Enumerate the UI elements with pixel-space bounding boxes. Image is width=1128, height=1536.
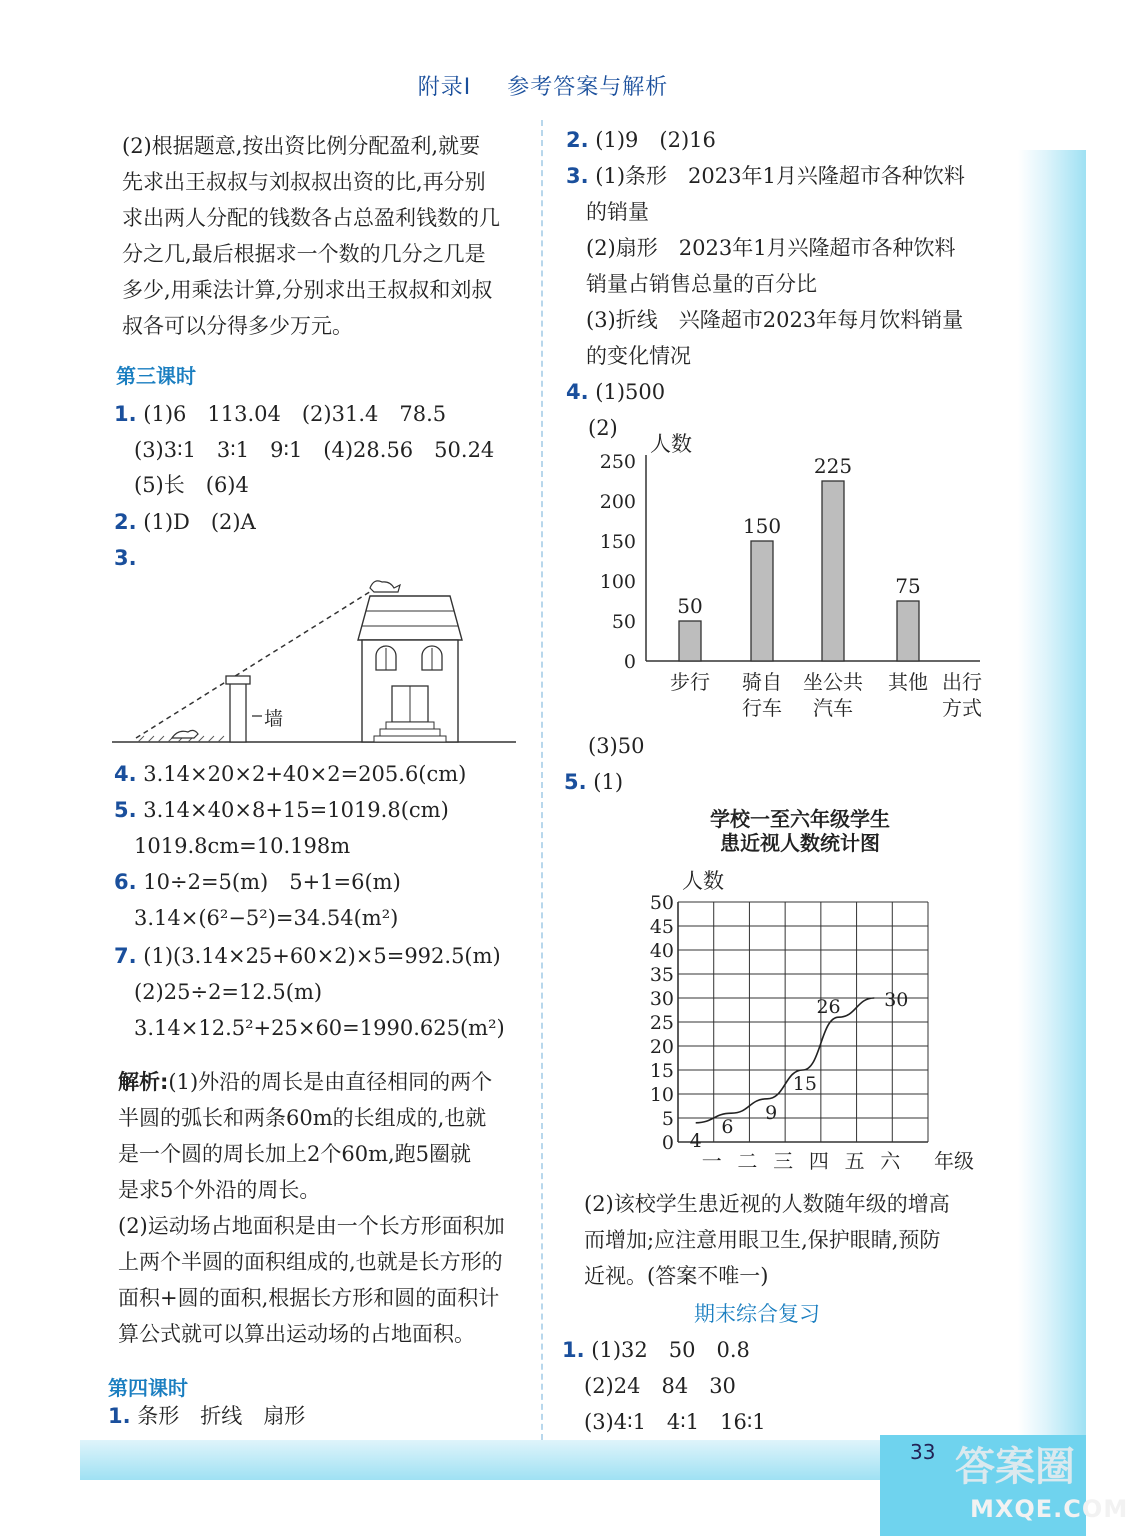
question-number: 1.	[562, 1338, 585, 1362]
question-2	[114, 504, 256, 540]
house-figure	[108, 578, 518, 748]
answer-line: (2)扇形 2023年1月兴隆超市各种饮料	[586, 236, 956, 260]
analysis-line: (2)运动场占地面积是由一个长方形面积加	[118, 1214, 505, 1238]
answer-line: 的销量	[586, 200, 649, 224]
column-divider	[541, 120, 543, 1460]
analysis-first-line	[118, 1064, 492, 1100]
bar	[822, 481, 844, 661]
analysis-line: 是求5个外沿的周长。	[118, 1178, 321, 1202]
watermark-url: MXQE.COM	[970, 1495, 1128, 1523]
analysis-text: (1)外沿的周长是由直径相同的两个	[168, 1070, 493, 1094]
y-tick-label: 150	[599, 531, 636, 553]
question-5	[114, 792, 449, 828]
y-tick-label: 250	[599, 451, 636, 473]
para-line: 求出两人分配的钱数各占总盈利钱数的几	[122, 206, 500, 230]
question-7	[114, 938, 501, 974]
question-3	[566, 158, 965, 194]
question-number: 1.	[108, 1404, 131, 1428]
bar-value-label: 225	[813, 454, 853, 478]
y-tick-label: 100	[599, 571, 636, 593]
answer-line: 3.14×(6²−5²)=34.54(m²)	[134, 906, 399, 930]
y-tick-label: 0	[661, 1132, 674, 1154]
question-number: 5.	[564, 770, 587, 794]
answer-text: (1)	[593, 770, 624, 794]
point-label: 30	[884, 989, 909, 1011]
question-1	[108, 1398, 305, 1434]
analysis-line: 面积+圆的面积,根据长方形和圆的面积计	[118, 1286, 500, 1310]
y-tick-label: 45	[649, 916, 674, 938]
y-axis-label: 人数	[682, 869, 724, 893]
question-number: 6.	[114, 870, 137, 894]
answer-text: 10÷2=5(m) 5+1=6(m)	[143, 870, 401, 894]
answer-line: (3)50	[588, 734, 645, 758]
watermark-logo: 答案圈	[955, 1444, 1075, 1490]
x-tick-label: 六	[880, 1149, 901, 1173]
y-tick-label: 50	[649, 892, 674, 914]
review-title: 期末综合复习	[694, 1302, 820, 1326]
para-line: 分之几,最后根据求一个数的几分之几是	[122, 242, 486, 266]
para-line: 先求出王叔叔与刘叔叔出资的比,再分别	[122, 170, 486, 194]
y-axis-label: 人数	[650, 432, 692, 456]
para-line: (2)根据题意,按出资比例分配盈利,就要	[122, 134, 481, 158]
wall-label: 墙	[264, 708, 284, 730]
answer-text: (1)6 113.04 (2)31.4 78.5	[143, 402, 447, 426]
y-tick-label: 15	[649, 1060, 674, 1082]
point-label: 26	[816, 996, 841, 1019]
question-number: 3.	[566, 164, 589, 188]
section-title: 第三课时	[116, 364, 196, 388]
analysis-line: 半圆的弧长和两条60m的长组成的,也就	[118, 1106, 487, 1130]
point-label: 6	[721, 1116, 734, 1139]
page-number: 33	[910, 1440, 936, 1464]
question-6	[114, 864, 401, 900]
chart-title: 患近视人数统计图	[720, 831, 880, 855]
answer-line: 近视。(答案不唯一)	[584, 1264, 769, 1288]
y-tick-label: 5	[661, 1108, 674, 1130]
question-1	[114, 396, 446, 432]
y-tick-label: 50	[611, 611, 636, 633]
question-number: 4.	[566, 380, 589, 404]
category-label: 行车	[742, 696, 782, 720]
question-4	[114, 756, 466, 792]
bar	[751, 541, 773, 661]
y-tick-label: 10	[649, 1084, 674, 1106]
category-label: 汽车	[813, 696, 853, 720]
y-tick-label: 200	[599, 491, 636, 513]
answer-text: 条形 折线 扇形	[137, 1404, 306, 1428]
answer-line: 的变化情况	[586, 344, 691, 368]
x-tick-label: 二	[737, 1149, 758, 1173]
question-number: 2.	[566, 128, 589, 152]
category-label: 其他	[888, 670, 928, 694]
answer-line: (3)3∶1 3∶1 9∶1 (4)28.56 50.24	[134, 438, 495, 462]
question-number: 5.	[114, 798, 137, 822]
y-tick-label: 25	[649, 1012, 674, 1034]
category-label: 坐公共	[803, 670, 863, 694]
answer-line: 1019.8cm=10.198m	[134, 834, 351, 858]
answer-text: (1)条形 2023年1月兴隆超市各种饮料	[595, 164, 965, 188]
question-1	[562, 1332, 750, 1368]
answer-text: (1)D (2)A	[143, 510, 256, 534]
question-2	[566, 122, 716, 158]
answer-line: 而增加;应注意用眼卫生,保护眼睛,预防	[584, 1228, 941, 1252]
answer-line: 3.14×12.5²+25×60=1990.625(m²)	[134, 1016, 505, 1040]
y-tick-label: 0	[623, 651, 636, 673]
bar	[897, 601, 919, 661]
question-5	[564, 764, 623, 800]
question-number: 2.	[114, 510, 137, 534]
x-axis-label: 年级	[934, 1149, 974, 1173]
bar-value-label: 75	[895, 574, 921, 598]
para-line: 叔各可以分得多少万元。	[122, 314, 353, 338]
x-tick-label: 五	[844, 1149, 865, 1173]
answer-line: (2)25÷2=12.5(m)	[134, 980, 323, 1004]
analysis-line: 是一个圆的周长加上2个60m,跑5圈就	[118, 1142, 472, 1166]
answer-line: (2)	[588, 416, 618, 440]
answer-text: (1)(3.14×25+60×2)×5=992.5(m)	[143, 944, 501, 968]
question-number: 7.	[114, 944, 137, 968]
bar-chart	[590, 425, 1000, 725]
page-header	[0, 70, 1086, 101]
question-4	[566, 374, 665, 410]
bar-value-label: 50	[677, 594, 703, 618]
answer-text: 3.14×40×8+15=1019.8(cm)	[143, 798, 449, 822]
header-title: 参考答案与解析	[507, 75, 669, 100]
point-label: 9	[765, 1101, 778, 1124]
analysis-line: 上两个半圆的面积组成的,也就是长方形的	[118, 1250, 503, 1274]
category-label: 骑自	[742, 670, 782, 694]
analysis-label: 解析:	[118, 1070, 169, 1094]
x-tick-label: 三	[773, 1149, 794, 1173]
analysis-line: 算公式就可以算出运动场的占地面积。	[118, 1322, 475, 1346]
y-tick-label: 30	[649, 988, 674, 1010]
x-axis-label: 出行	[942, 670, 982, 694]
bar	[679, 621, 701, 661]
para-line: 多少,用乘法计算,分别求出王叔叔和刘叔	[122, 278, 493, 302]
question-3	[114, 540, 137, 576]
category-label: 步行	[670, 670, 710, 694]
answer-text: (1)500	[595, 380, 666, 404]
chart-title: 学校一至六年级学生	[710, 807, 890, 831]
answer-line: (2)该校学生患近视的人数随年级的增高	[584, 1192, 950, 1216]
appendix-label: 附录Ⅰ	[417, 75, 472, 100]
answer-line: (3)4∶1 4∶1 16∶1	[584, 1410, 766, 1434]
line-chart	[640, 802, 990, 1182]
y-tick-label: 20	[649, 1036, 674, 1058]
answer-line: 销量占销售总量的百分比	[586, 272, 817, 296]
section-title: 第四课时	[108, 1376, 188, 1400]
answer-line: (5)长 (6)4	[134, 473, 249, 497]
question-number: 1.	[114, 402, 137, 426]
point-label: 15	[792, 1073, 817, 1095]
answer-text: (1)9 (2)16	[595, 128, 716, 152]
x-tick-label: 一	[701, 1149, 722, 1173]
question-number: 4.	[114, 762, 137, 786]
y-tick-label: 40	[649, 940, 674, 962]
right-edge-band	[1018, 150, 1086, 1450]
bar-value-label: 150	[742, 514, 782, 538]
answer-line: (2)24 84 30	[584, 1374, 736, 1398]
point-label: 4	[689, 1129, 702, 1152]
answer-text: 3.14×20×2+40×2=205.6(cm)	[143, 762, 467, 786]
question-number: 3.	[114, 546, 137, 570]
x-tick-label: 四	[808, 1149, 829, 1173]
y-tick-label: 35	[649, 964, 674, 986]
answer-line: (3)折线 兴隆超市2023年每月饮料销量	[586, 308, 964, 332]
x-axis-label: 方式	[942, 696, 982, 720]
answer-text: (1)32 50 0.8	[591, 1338, 750, 1362]
